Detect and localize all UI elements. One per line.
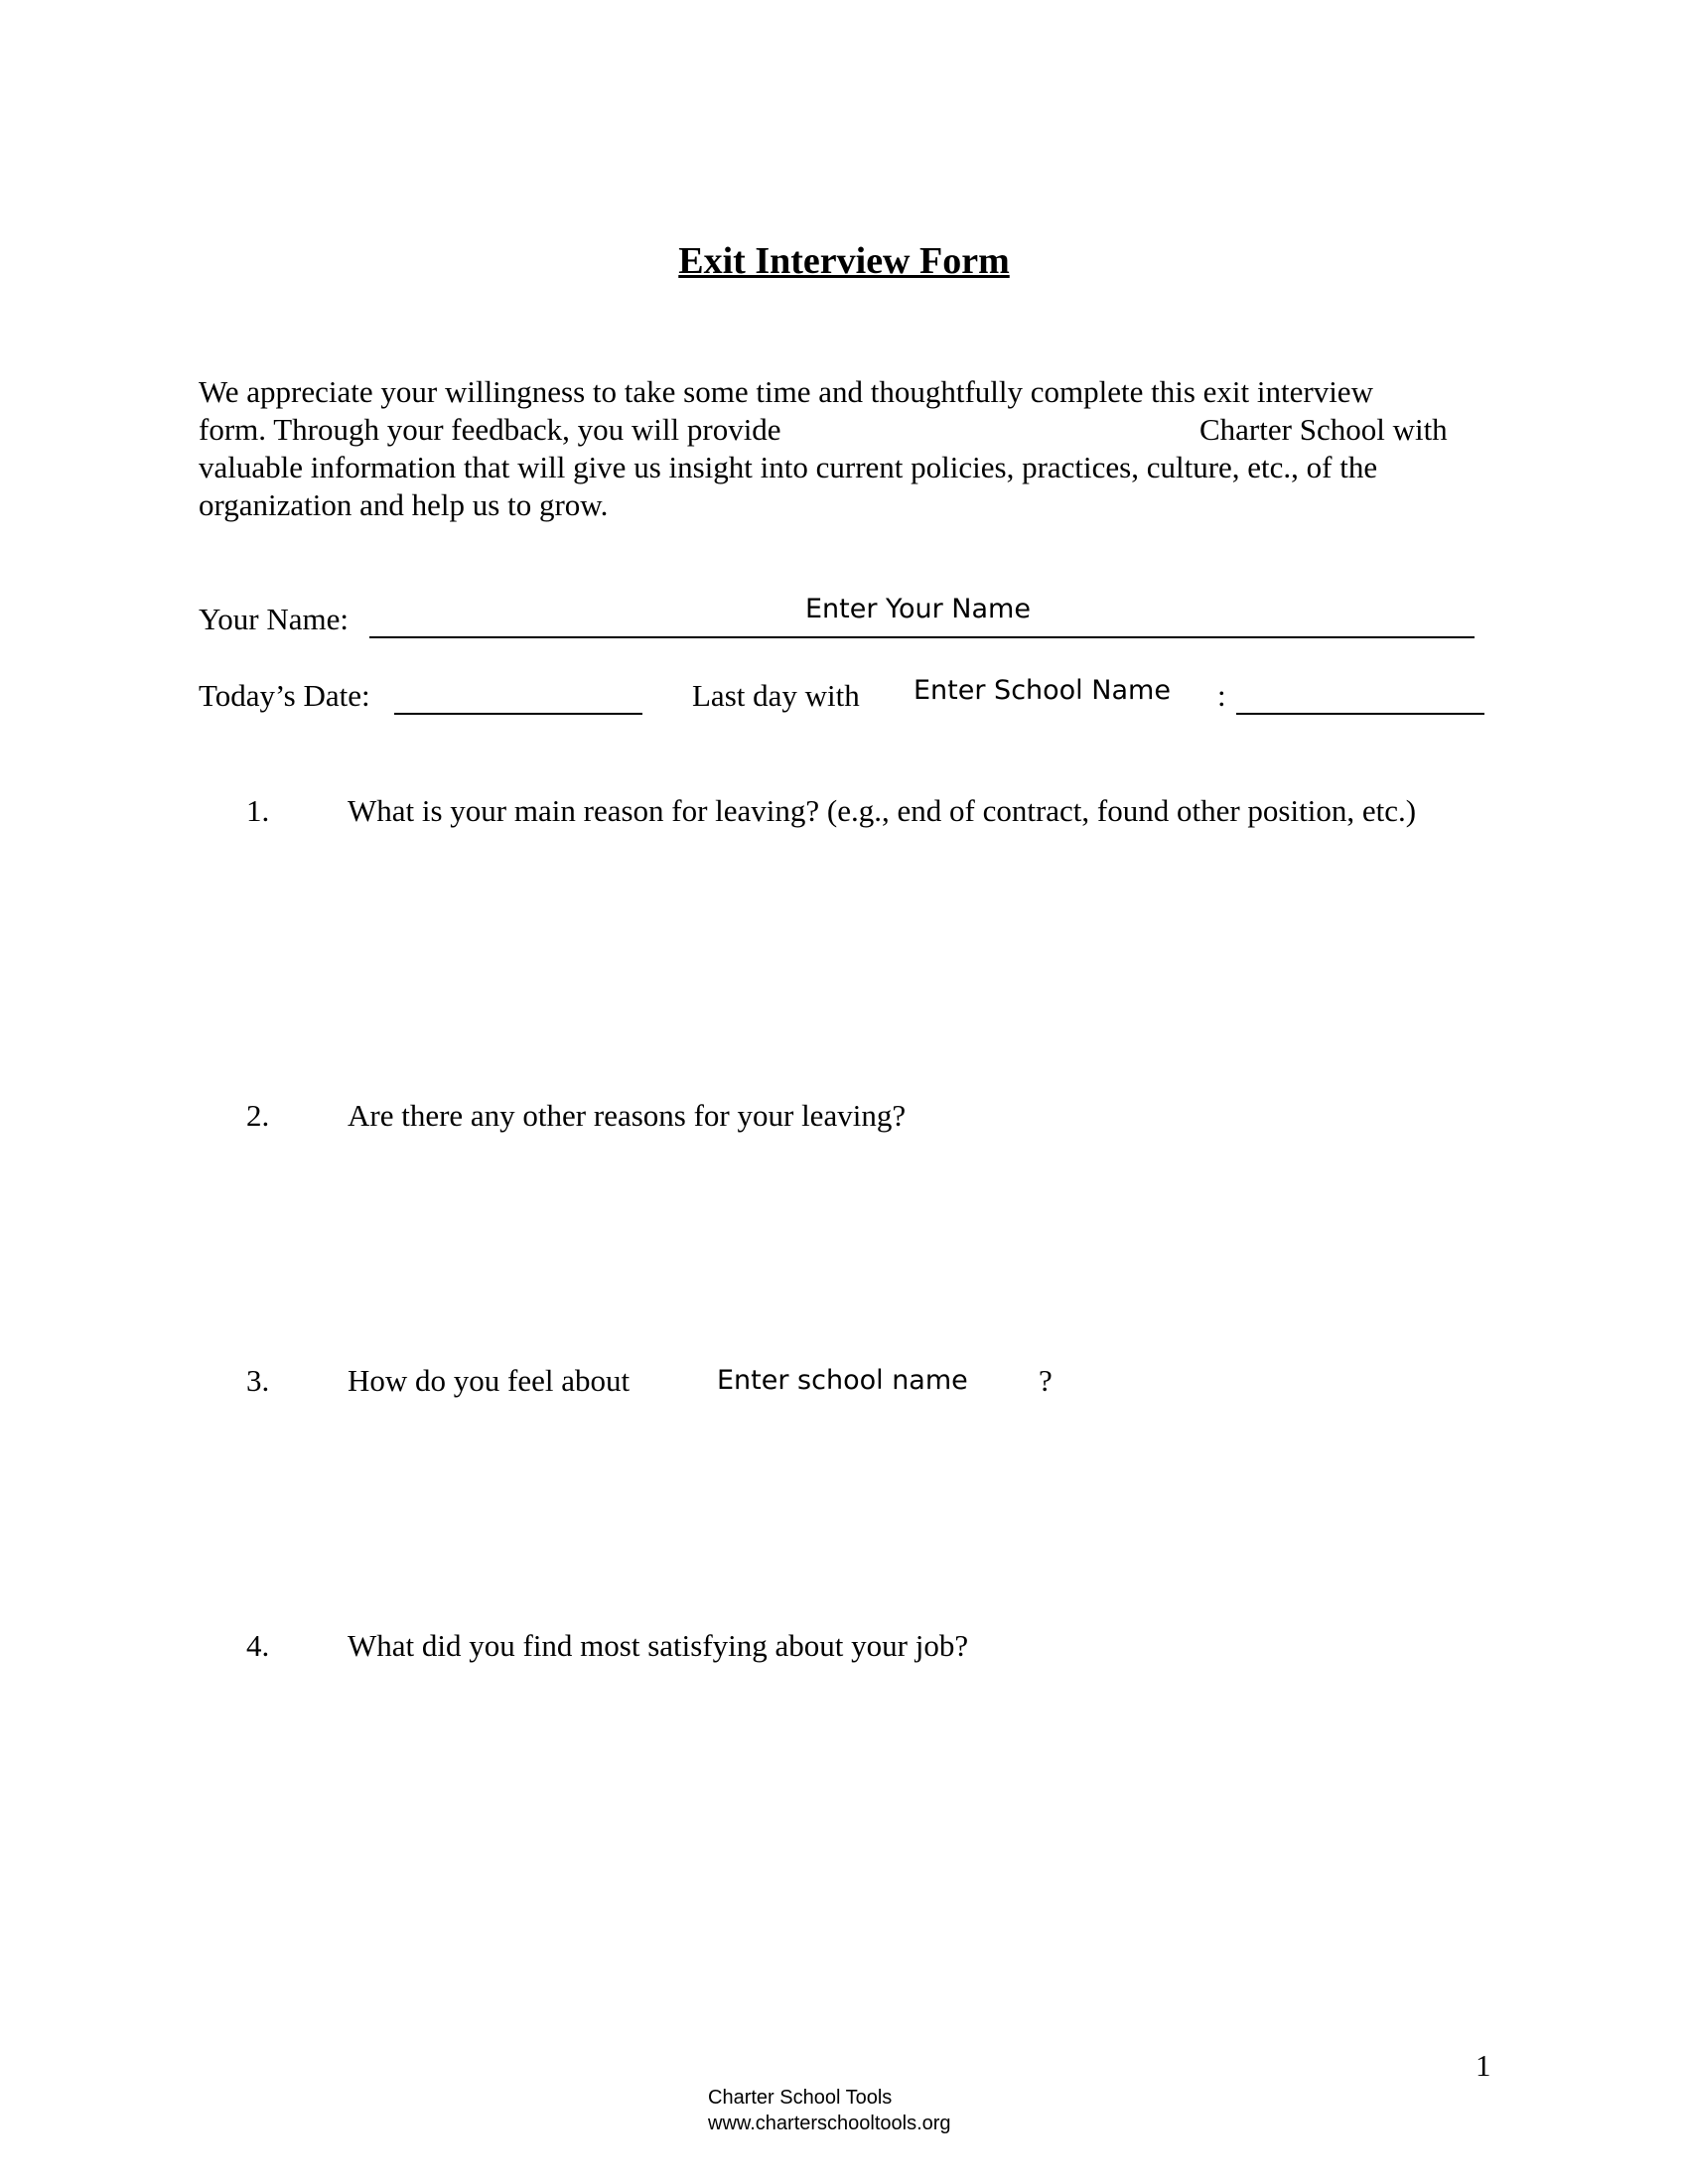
last-day-field[interactable] [1236,713,1484,715]
footer-org-name: Charter School Tools [708,2087,893,2109]
name-label: Your Name: [199,602,349,636]
name-field[interactable]: Enter Your Name [805,594,1031,624]
question-2-text: Are there any other reasons for your leaving? [348,1098,907,1133]
question-4-text: What did you find most satisfying about your job? [348,1628,969,1663]
intro-line-2-start: form. Through your feedback, you will provide [199,412,781,447]
intro-line-4: organization and help us to grow. [199,487,609,522]
intro-line-3: valuable information that will give us insight into current policies, practices, culture, etc., of the [199,450,1378,484]
question-3-number: 3. [246,1363,270,1398]
question-3-school-field[interactable]: Enter school name [717,1365,968,1396]
last-day-label: Last day with [692,678,860,713]
name-underline [369,636,1475,638]
footer-url: www.charterschooltools.org [708,2113,951,2134]
last-day-colon: : [1217,678,1226,713]
date-label: Today’s Date: [199,678,370,713]
form-title: Exit Interview Form [678,240,1010,282]
question-3-suffix: ? [1039,1363,1053,1398]
date-field[interactable] [394,713,642,715]
school-name-field[interactable]: Enter School Name [914,675,1171,706]
page-number: 1 [1476,2048,1491,2083]
question-2-number: 2. [246,1098,270,1133]
intro-line-1: We appreciate your willingness to take some time and thoughtfully complete this exit interview [199,374,1373,409]
question-1-text: What is your main reason for leaving? (e.g., end of contract, found other position, etc.) [348,793,1417,828]
question-3-text: How do you feel about [348,1363,631,1398]
question-4-number: 4. [246,1628,270,1663]
footer [708,2085,951,2136]
question-1-number: 1. [246,793,270,828]
intro-line-2-end: Charter School with [1199,412,1448,447]
